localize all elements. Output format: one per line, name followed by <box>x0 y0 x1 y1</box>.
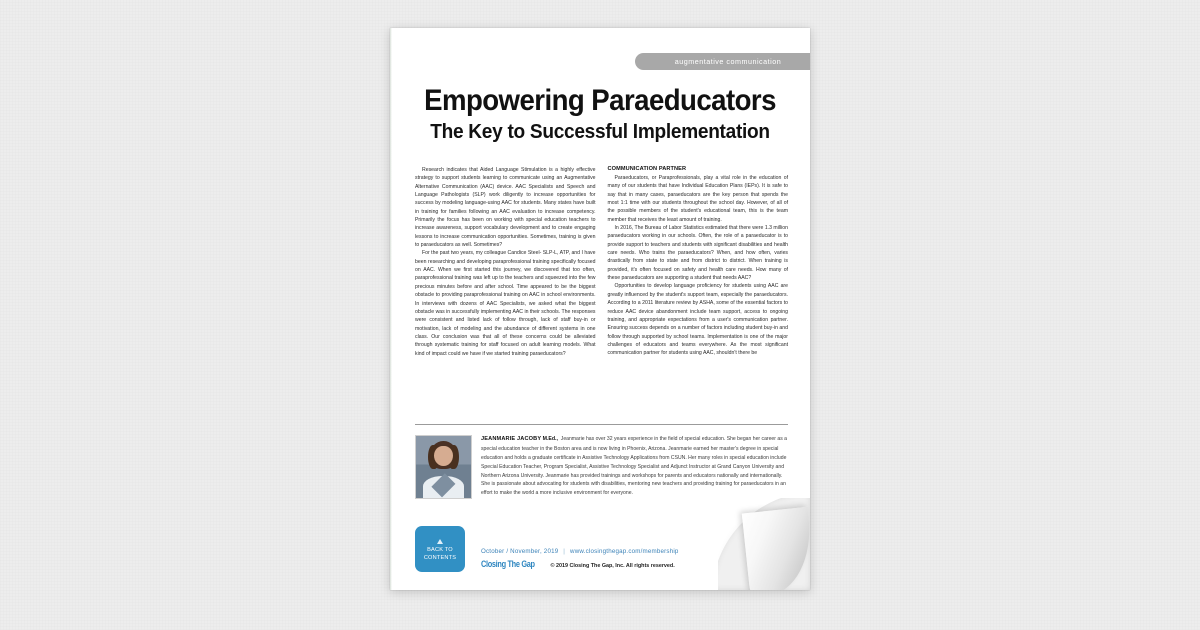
page-footer <box>415 526 788 572</box>
article-title: Empowering Paraeducators <box>424 84 776 117</box>
footer-meta <box>481 548 788 572</box>
footer-issue-line <box>481 548 788 555</box>
author-photo <box>415 435 472 499</box>
left-column <box>415 166 596 416</box>
author-bio-body: Jeanmarie has over 32 years experience in the field of special education. She began her career as a special education teacher in the Boston area and is now living in Phoenix, Arizona. Jeanmarie earned her master's degree in special education and holds a graduate certificate in Assistive Technology Applications from CSUN. Her many roles in special education include Special Education Teacher, Program Specialist, Assistive Technology Specialist and Adjunct Instructor at Grand Canyon University and Northern Arizona University. Jeanmarie has provided trainings and workshops for parents and educators nationally and internationally. She is passionate about advocating for students with disabilities, mentoring new teachers and providing training for paraeducators in an effort to make the world a more inclusive environment for everyone. <box>481 436 788 497</box>
paragraph: In 2016, The Bureau of Labor Statistics estimated that there were 1.3 million paraeducators working in our schools. Often, the role of a paraeducator is to provide support to teachers and students with significant disabilities and health care needs. Who trains the paraeducators? When, and how often, varies drastically from state to state and from district to district. When training is provided, it's often focused on safety and health care needs. How many of these paraeducators are supporting a student that needs AAC? <box>607 225 788 282</box>
section-divider <box>415 424 788 425</box>
issue-date: October / November, 2019 <box>481 548 559 555</box>
footer-separator: | <box>563 548 566 555</box>
category-tag <box>635 53 810 70</box>
category-tag-label: augmentative communication <box>674 57 782 66</box>
author-bio-text <box>481 435 788 499</box>
author-bio <box>415 435 788 499</box>
paragraph: Research indicates that Aided Language Stimulation is a highly effective strategy to support students learning to communicate using an Augmentative Alternative Communication (AAC) device. AAC Specialists and Speech and Language Pathologists (SLP) work diligently to increase opportunities for success by modeling language-using AAC for students. Many states have built in training for families following an AAC evaluation to increase competency. Primarily the focus has been on working with special education teachers to increase awareness, support vocabulary development and to create engaging lessons to increase communication opportunities. Sometimes, training is given to paraeducators as well. Sometimes? <box>415 167 596 249</box>
back-button-line1: BACK TO <box>427 546 453 553</box>
section-heading: COMMUNICATION PARTNER <box>607 166 687 172</box>
author-name: JEANMARIE JACOBY <box>481 436 542 442</box>
footer-copyright-line <box>481 559 788 569</box>
author-degree: M.Ed., <box>542 436 558 442</box>
paragraph: Opportunities to develop language proficiency for students using AAC are greatly influenced by the student's support team, especially the paraeducators. According to a 2011 literature review by ASHA, some of the essential factors to reduce AAC device abandonment include team support, access to ongoing training, and appropriate expectations from a user's communication partner. Ensuring success depends on a number of factors including student buy-in and follow through supported by school teams. Implementation is one of the major challenges of educators and teams everywhere. As the most significant communication partner for students using AAC, shouldn't there be <box>607 283 788 357</box>
membership-link[interactable]: www.closingthegap.com/membership <box>570 548 679 555</box>
closing-the-gap-logo: Closing The Gap <box>481 559 535 569</box>
article-subtitle: The Key to Successful Implementation <box>430 119 770 143</box>
title-block <box>390 86 810 143</box>
up-arrow-icon <box>437 539 443 544</box>
right-column <box>608 166 789 416</box>
back-button-line2: CONTENTS <box>423 554 457 561</box>
paragraph: For the past two years, my colleague Candice Steel- SLP-L, ATP, and I have been researching and developing paraprofessional training specifically focused on AAC. When we first started this journey, we discovered that too often, paraprofessional training was left up to the teachers and squeezed into the few precious minutes before and after school. Time appeared to be the biggest obstacle to providing paraprofessional training on AAC in school environments. In interviews with dozens of AAC Specialists, we asked what the biggest obstacle was in successfully implementing AAC in their schools. The responses were consistent and listed lack of follow through, lack of staff buy-in or motivation, lack of modeling and the abundance of different systems in one class. Our conclusion was that all of these concerns could be alleviated through systematic training for staff focused on adult learning models. What kind of impact could we have if we started training paraeducators? <box>415 250 596 357</box>
back-to-contents-button[interactable] <box>415 526 465 572</box>
magazine-page <box>390 28 810 590</box>
paragraph: Paraeducators, or Paraprofessionals, play a vital role in the education of many of our students that have Individual Education Plans (IEPs). It is safe to say that in many cases, paraeducators are the key person that spends the most 1:1 time with our students throughout the school day. However, of all of the possible members of the student's educational team, this is the team member that receives the least amount of training. <box>607 175 788 223</box>
article-body <box>415 166 788 416</box>
copyright-text: © 2019 Closing The Gap, Inc. All rights reserved. <box>550 563 675 569</box>
